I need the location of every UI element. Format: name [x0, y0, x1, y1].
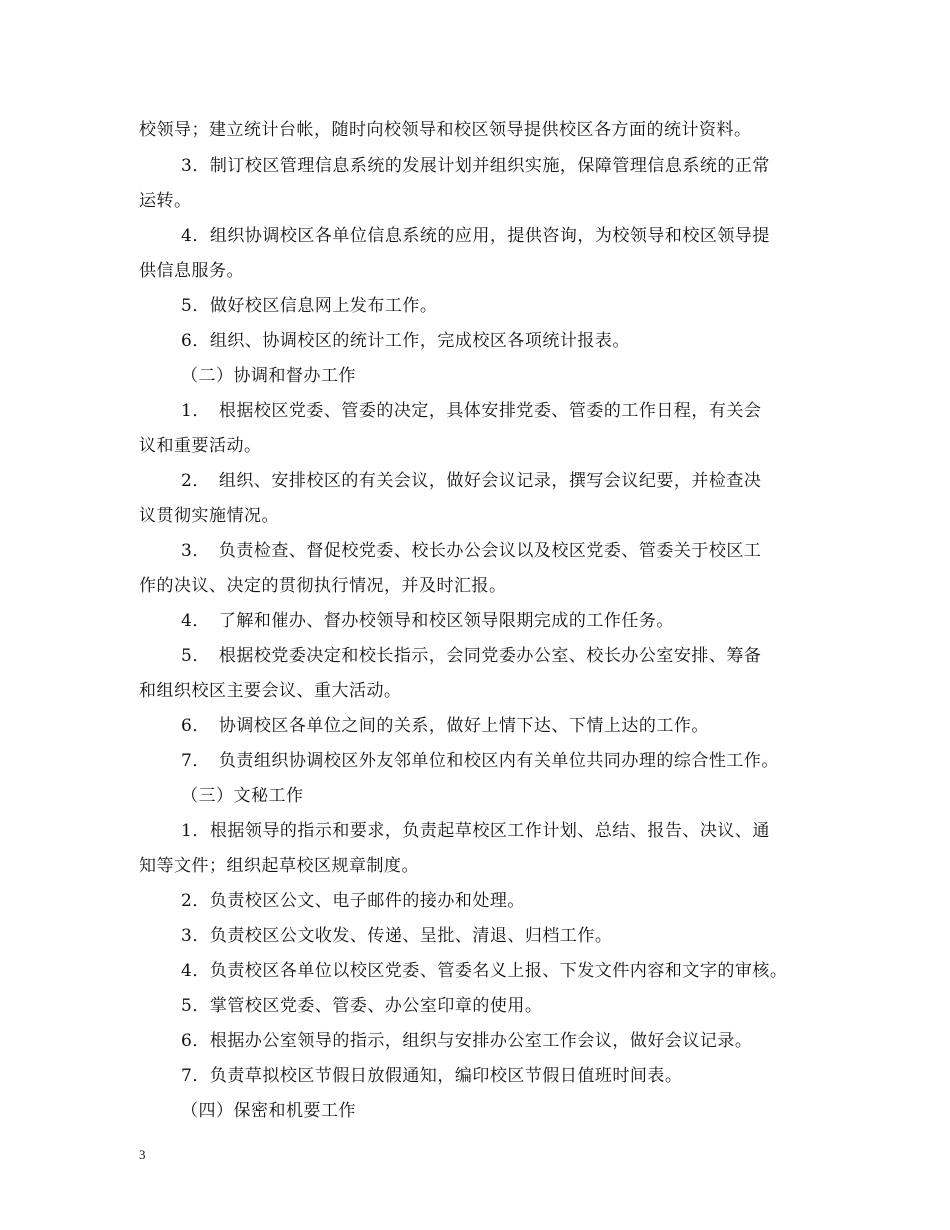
text-line: 6．根据办公室领导的指示，组织与安排办公室工作会议，做好会议记录。: [181, 1031, 753, 1051]
page-number: 3: [139, 1147, 146, 1162]
text-line: 作的决议、决定的贯彻执行情况，并及时汇报。: [139, 576, 507, 596]
text-line: 知等文件；组织起草校区规章制度。: [139, 856, 419, 876]
text-line: 5．做好校区信息网上发布工作。: [181, 296, 438, 316]
text-line: 4．组织协调校区各单位信息系统的应用，提供咨询，为校领导和校区领导提: [181, 226, 770, 246]
text-line: 7． 负责组织协调校区外友邻单位和校区内有关单位共同办理的综合性工作。: [181, 751, 779, 771]
text-line: 5．掌管校区党委、管委、办公室印章的使用。: [181, 996, 543, 1016]
text-line: 6． 协调校区各单位之间的关系，做好上情下达、下情上达的工作。: [181, 716, 709, 736]
text-line: 4．负责校区各单位以校区党委、管委名义上报、下发文件内容和文字的审核。: [181, 961, 788, 981]
text-line: 和组织校区主要会议、重大活动。: [139, 681, 402, 701]
section-heading: （四）保密和机要工作: [181, 1101, 356, 1121]
text-line: 2．负责校区公文、电子邮件的接办和处理。: [181, 891, 525, 911]
text-line: 3． 负责检查、督促校党委、校长办公会议以及校区党委、管委关于校区工: [181, 541, 762, 561]
text-line: 2． 组织、安排校区的有关会议，做好会议记录，撰写会议纪要，并检查决: [181, 471, 762, 491]
text-line: 5． 根据校党委决定和校长指示，会同党委办公室、校长办公室安排、筹备: [181, 646, 762, 666]
text-line: 4． 了解和催办、督办校领导和校区领导限期完成的工作任务。: [181, 611, 674, 631]
text-line: 议贯彻实施情况。: [139, 506, 279, 526]
text-line: 3．制订校区管理信息系统的发展计划并组织实施，保障管理信息系统的正常: [181, 156, 770, 176]
text-line: 1．根据领导的指示和要求，负责起草校区工作计划、总结、报告、决议、通: [181, 821, 770, 841]
text-line: 6．组织、协调校区的统计工作，完成校区各项统计报表。: [181, 331, 630, 351]
text-line: 校领导；建立统计台帐，随时向校领导和校区领导提供校区各方面的统计资料。: [139, 120, 752, 140]
text-line: 7．负责草拟校区节假日放假通知，编印校区节假日值班时间表。: [181, 1066, 683, 1086]
text-line: 议和重要活动。: [139, 436, 262, 456]
text-line: 1． 根据校区党委、管委的决定，具体安排党委、管委的工作日程，有关会: [181, 401, 762, 421]
section-heading: （三）文秘工作: [181, 786, 304, 806]
text-line: 运转。: [139, 191, 192, 211]
text-line: 3．负责校区公文收发、传递、呈批、清退、归档工作。: [181, 926, 613, 946]
section-heading: （二）协调和督办工作: [181, 366, 356, 386]
text-line: 供信息服务。: [139, 261, 244, 281]
